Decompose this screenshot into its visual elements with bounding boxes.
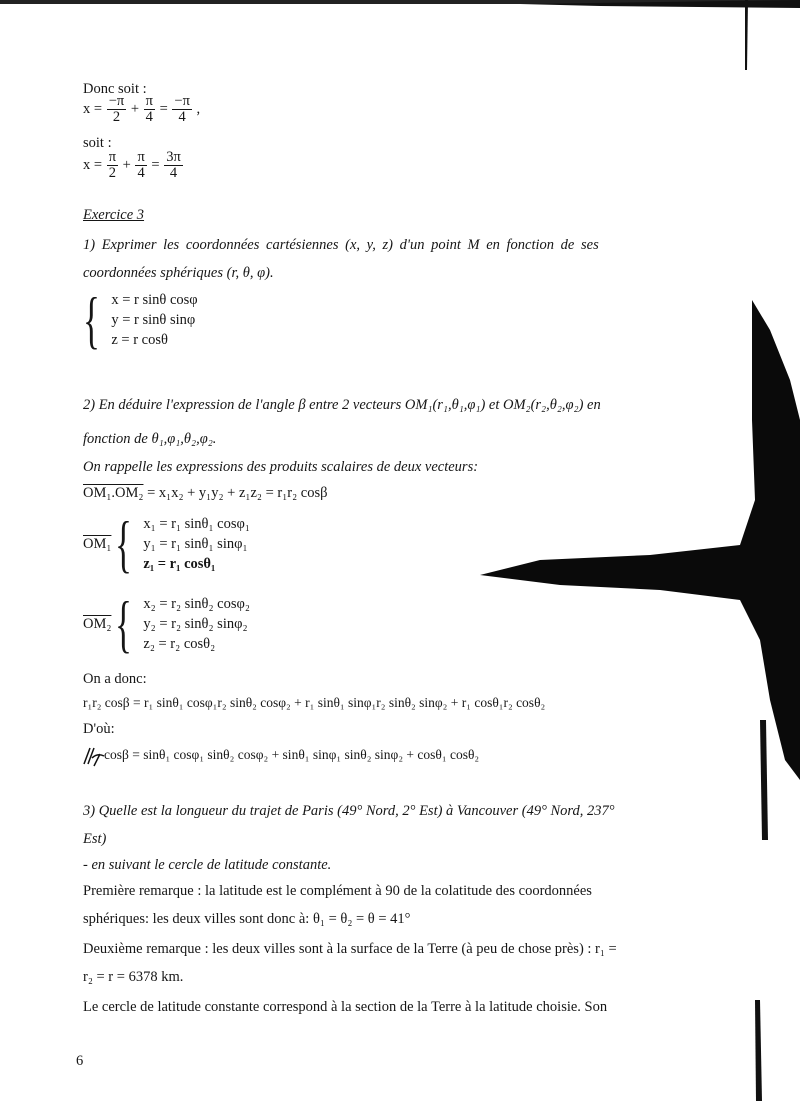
brace-icon: { xyxy=(115,588,132,659)
sys1-y: y = r sinθ sinφ xyxy=(111,312,196,328)
dot-product xyxy=(83,484,327,502)
intro-line-2: soit : xyxy=(83,135,112,151)
remark-1-line-1: Première remarque : la latitude est le complément à 90 de la colatitude des coordonnées xyxy=(83,883,592,899)
equation-1: x = $\frac{-\pi}{2}$ + $\frac{\pi}{4}$ = $\frac{-\pi}{4}$ , xyxy=(83,93,201,125)
eq1-lhs: x = xyxy=(83,100,103,117)
q3-line-1: 3) Quelle est la longueur du trajet de Paris (49° Nord, 2° Est) à Vancouver (49° Nord, 237° xyxy=(83,803,615,819)
q1-line-2: coordonnées sphériques (r, θ, φ). xyxy=(83,265,274,281)
on-a-donc: On a donc: xyxy=(83,671,147,687)
brace-icon: { xyxy=(115,508,132,579)
eq1-frac-2: $\frac{\pi}{4}$ xyxy=(145,93,153,125)
brace-icon: { xyxy=(83,284,100,355)
remark-2-line-1: Deuxième remarque : les deux villes sont à la surface de la Terre (à peu de chose près) : r₁ = xyxy=(83,941,617,957)
equation-full: r₁r₂ cosβ = r₁ sinθ₁ cosφ₁r₂ sinθ₂ cosφ₂ + r₁ sinθ₁ sinφ₁r₂ sinθ₂ sinφ₂ + r₁ cosθ₁r₂ cosθ₂ xyxy=(83,695,546,710)
eq2-frac-1: $\frac{\pi}{2}$ xyxy=(108,149,117,181)
equation-2: x = $\frac{\pi}{2}$ + $\frac{\pi}{4}$ = $\frac{3\pi}{4}$ xyxy=(83,149,181,181)
system-vector-2: OM₂ { x₂ = r₂ sinθ₂ cosφ₂ y₂ = r₂ sinθ₂ sinφ₂ z₂ = r₂ cosθ₂ xyxy=(83,588,250,659)
page-number: 6 xyxy=(76,1053,84,1069)
dot-rhs: = x₁x₂ + y₁y₂ + z₁z₂ = r₁r₂ cosβ xyxy=(147,485,328,501)
equation-final: cosβ = sinθ₁ cosφ₁ sinθ₂ cosφ₂ + sinθ₁ sinφ₁ sinθ₂ sinφ₂ + cosθ₁ cosθ₂ xyxy=(104,747,480,762)
vector-2-label: OM₂ xyxy=(83,616,112,632)
q2-line-1: 2) En déduire l'expression de l'angle β entre 2 vecteurs OM₁(r₁,θ₁,φ₁) et OM₂(r₂,θ₂,φ₂) en xyxy=(83,397,601,413)
sys1-x: x = r sinθ cosφ xyxy=(111,292,198,308)
vector-1-label: OM₁ xyxy=(83,536,112,552)
handwritten-mark-icon xyxy=(80,744,106,768)
remark-2-line-2: r₂ = r = 6378 km. xyxy=(83,969,184,985)
eq1-frac-1: $\frac{-\pi}{2}$ xyxy=(108,93,125,125)
system-cartesian xyxy=(83,284,198,355)
eq1-frac-3: $\frac{-\pi}{4}$ xyxy=(174,93,190,125)
eq2-frac-3: $\frac{3\pi}{4}$ xyxy=(166,149,181,181)
q2-line-3: On rappelle les expressions des produits scalaires de deux vecteurs: xyxy=(83,459,479,475)
remark-1-line-2: sphériques: les deux villes sont donc à: θ₁ = θ₂ = θ = 41° xyxy=(83,911,411,927)
q3-line-3: - en suivant le cercle de latitude constante. xyxy=(83,857,332,873)
exercise-heading: Exercice 3 xyxy=(83,207,145,223)
eq2-frac-2: $\frac{\pi}{4}$ xyxy=(137,149,145,181)
eq2-lhs: x = xyxy=(83,156,103,173)
remark-3-line-1: Le cercle de latitude constante correspond à la section de la Terre à la latitude choisie. Son xyxy=(83,999,608,1015)
intro-line-1: Donc soit : xyxy=(83,81,147,97)
system-vector-1: OM₁ { x₁ = r₁ sinθ₁ cosφ₁ y₁ = r₁ sinθ₁ sinφ₁ z₁ = r₁ cosθ₁ xyxy=(83,508,250,579)
dou: D'où: xyxy=(83,721,115,737)
q3-line-2: Est) xyxy=(83,831,107,847)
sys1-z: z = r cosθ xyxy=(111,332,168,348)
q1-line-1: 1) Exprimer les coordonnées cartésiennes (x, y, z) d'un point M en fonction de ses xyxy=(83,237,599,253)
q2-line-2: fonction de θ₁,φ₁,θ₂,φ₂. xyxy=(83,431,217,447)
dot-lhs: OM₁.OM₂ xyxy=(83,485,144,501)
